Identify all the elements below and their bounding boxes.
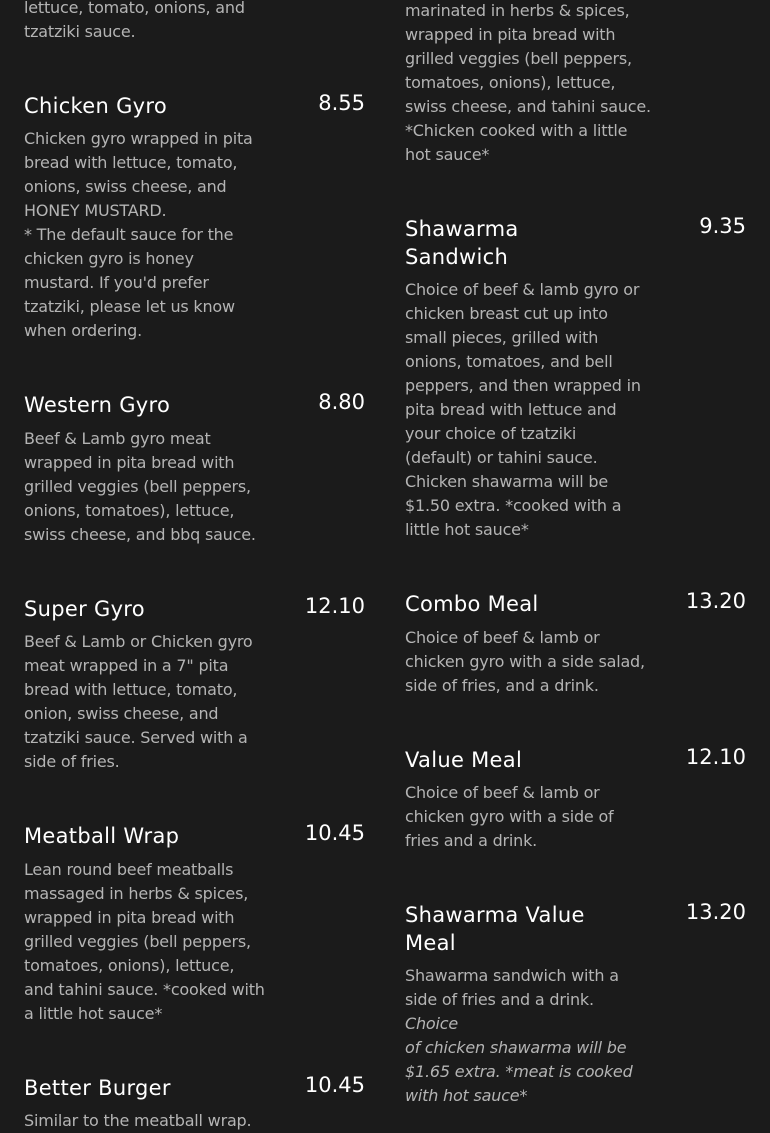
menu-item-name: Combo Meal	[405, 592, 539, 616]
menu-item-description: Choice of beef & lamb gyro or chicken breast cut up into small pieces, grilled with onions, tomatoes, and bell peppers, and then wrapped in pita bread with lettuce and your choice of tzatziki (default) or tahini sauce. Chicken shawarma will be $1.50 extra. *cooked with a little hot sauce*	[405, 280, 641, 539]
menu-item-name: Super Gyro	[24, 597, 145, 621]
menu-item-price: 10.45	[304, 821, 365, 845]
menu-item-price: 13.20	[685, 589, 746, 613]
menu-item-name: Shawarma Sandwich	[405, 217, 519, 269]
menu-item-description: Beef & Lamb gyro meat wrapped in pita bread with grilled veggies (bell peppers, onions, tomatoes), lettuce, swiss cheese, and bbq sauce.	[24, 429, 256, 544]
menu-item-name: Western Gyro	[24, 393, 171, 417]
menu-item-price: 8.55	[318, 91, 365, 115]
menu-item-description: Choice of beef & lamb or chicken gyro with a side of fries and a drink.	[405, 783, 614, 850]
menu-item-description-text: Shawarma sandwich with a side of fries and a drink.	[405, 966, 619, 1009]
menu-item-description	[405, 964, 651, 1108]
menu-item-description: Chicken gyro wrapped in pita bread with lettuce, tomato, onions, swiss cheese, and HONEY MUSTARD. * The default sauce for the chicken gyro is honey mustard. If you'd prefer tzatziki, please let us know when ordering.	[24, 129, 253, 340]
menu-item-price: 8.80	[318, 390, 365, 414]
menu-item-description: lettuce, tomato, onions, and tzatziki sauce.	[24, 0, 245, 41]
menu-item-name: Better Burger	[24, 1076, 171, 1100]
menu-item-price: 12.10	[685, 745, 746, 769]
menu-item-description: Lean round beef meatballs massaged in herbs & spices, wrapped in pita bread with grilled veggies (bell peppers, tomatoes, onions), lettuce, and tahini sauce. *cooked with a little hot sauce*	[24, 860, 265, 1023]
menu-item-price: 9.35	[699, 214, 746, 238]
menu-item-description: marinated in herbs & spices, wrapped in pita bread with grilled veggies (bell peppers, tomatoes, onions), lettuce, swiss cheese, and tahini sauce. *Chicken cooked with a little hot sauce*	[405, 1, 651, 164]
menu-item-name: Meatball Wrap	[24, 824, 180, 848]
menu-item-description: Choice of beef & lamb or chicken gyro with a side salad, side of fries, and a drink.	[405, 628, 645, 695]
menu-item-description-note: Choice of chicken shawarma will be $1.65 extra. *meat is cooked with hot sauce*	[405, 1014, 633, 1105]
menu-item-price: 13.20	[685, 900, 746, 924]
menu-item-price: 10.45	[304, 1073, 365, 1097]
menu-item-description: Similar to the meatball wrap.	[24, 1111, 252, 1130]
menu-item-description: Beef & Lamb or Chicken gyro meat wrapped in a 7" pita bread with lettuce, tomato, onion, swiss cheese, and tzatziki sauce. Served with a side of fries.	[24, 632, 253, 771]
menu-item-name: Shawarma Value Meal	[405, 903, 585, 955]
menu-item-name: Chicken Gyro	[24, 94, 167, 118]
menu-item-name: Value Meal	[405, 748, 523, 772]
menu-item-price: 12.10	[304, 594, 365, 618]
